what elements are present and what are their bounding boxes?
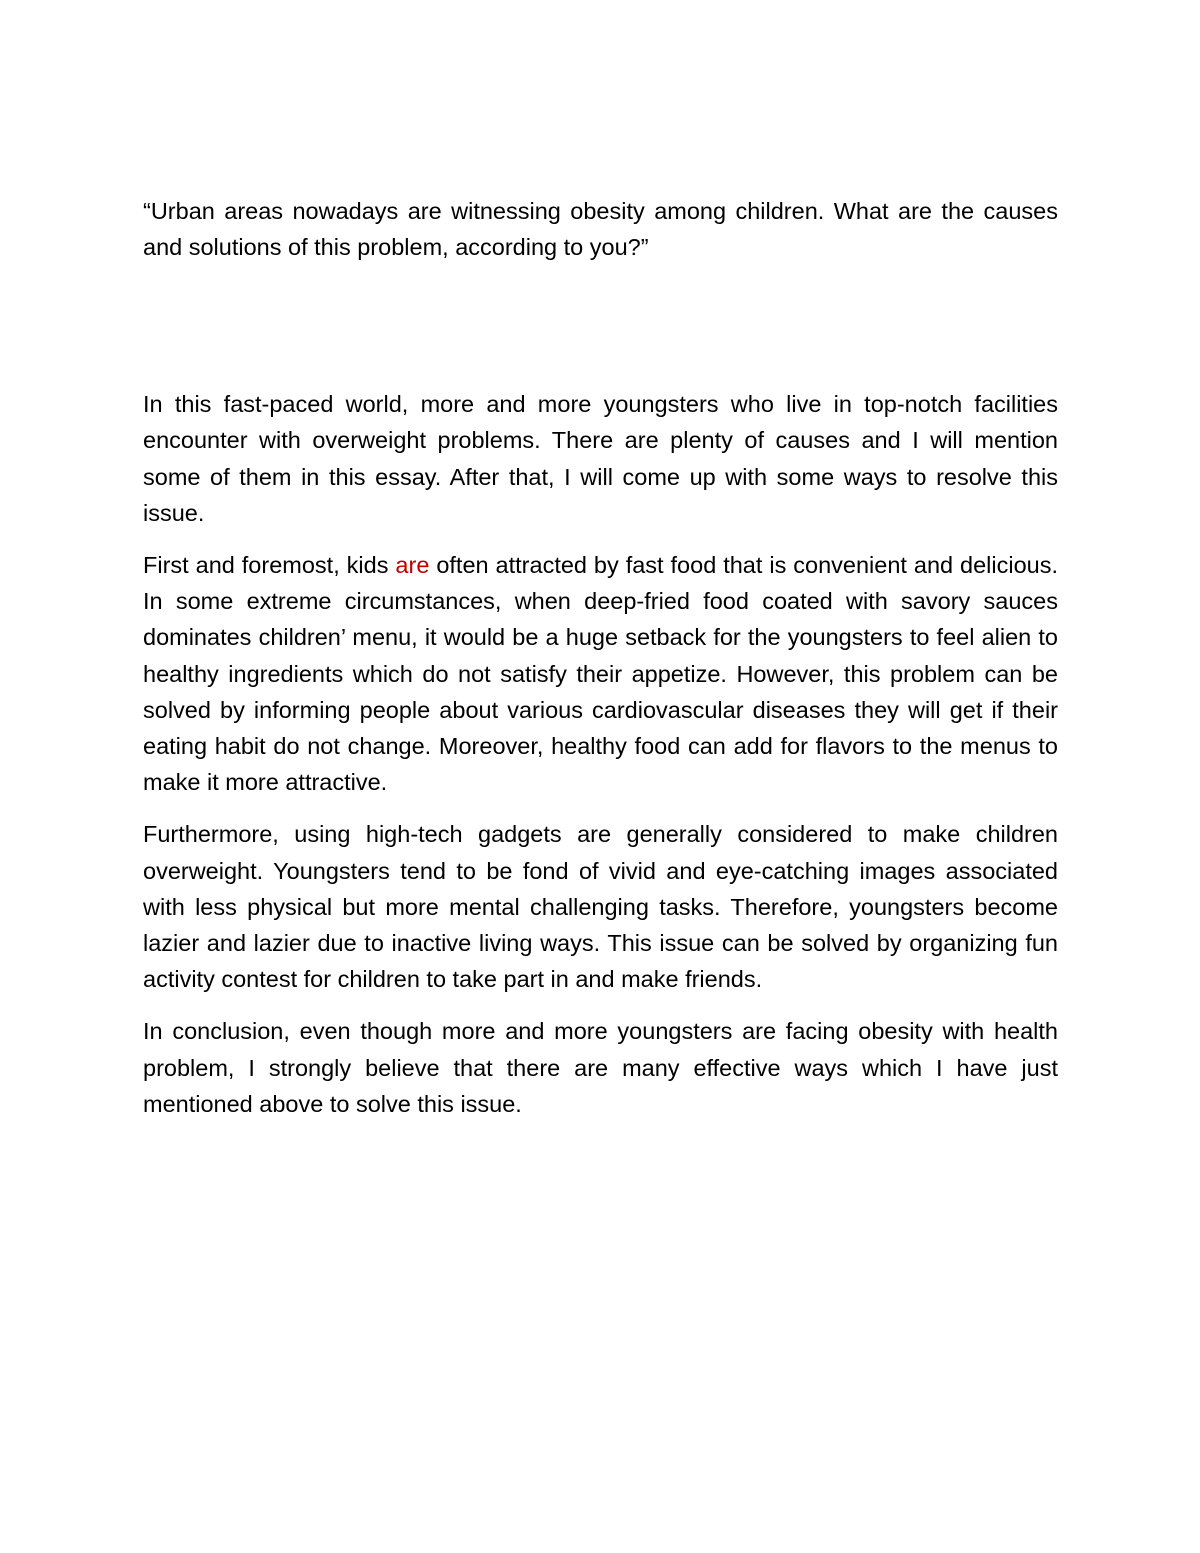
essay-body <box>143 386 1058 1122</box>
body-paragraph-1-rest: often attracted by fast food that is convenient and delicious. In some extreme circumstances, when deep-fried food coated with savory sauces dominates children’ menu, it would be a huge setback for the youngsters to feel alien to healthy ingredients which do not satisfy their appetize. However, this problem can be solved by informing people about various cardiovascular diseases they will get if their eating habit do not change. Moreover, healthy food can add for flavors to the menus to make it more attractive. <box>143 551 1059 796</box>
essay-prompt-text: “Urban areas nowadays are witnessing obesity among children. What are the causes and solutions of this problem, according to you?” <box>143 198 1058 261</box>
conclusion-paragraph: In conclusion, even though more and more youngsters are facing obesity with health problem, I strongly believe that there are many effective ways which I have just mentioned above to solve this issue. <box>143 1018 1058 1117</box>
essay-prompt <box>143 193 1058 266</box>
body-paragraph-1-start: First and foremost, kids <box>143 551 396 578</box>
body-paragraph-2: Furthermore, using high-tech gadgets are generally considered to make children overweight. Youngsters tend to be fond of vivid and eye-catching images associated with less physical but more mental challenging tasks. Therefore, youngsters become lazier and lazier due to inactive living ways. This issue can be solved by organizing fun activity contest for children to take part in and make friends. <box>143 821 1058 993</box>
body-paragraph-1 <box>143 547 1058 801</box>
intro-paragraph: In this fast-paced world, more and more youngsters who live in top-notch facilities encounter with overweight problems. There are plenty of causes and I will mention some of them in this essay. After that, I will come up with some ways to resolve this issue. <box>143 391 1058 526</box>
highlighted-word: are <box>395 551 430 578</box>
